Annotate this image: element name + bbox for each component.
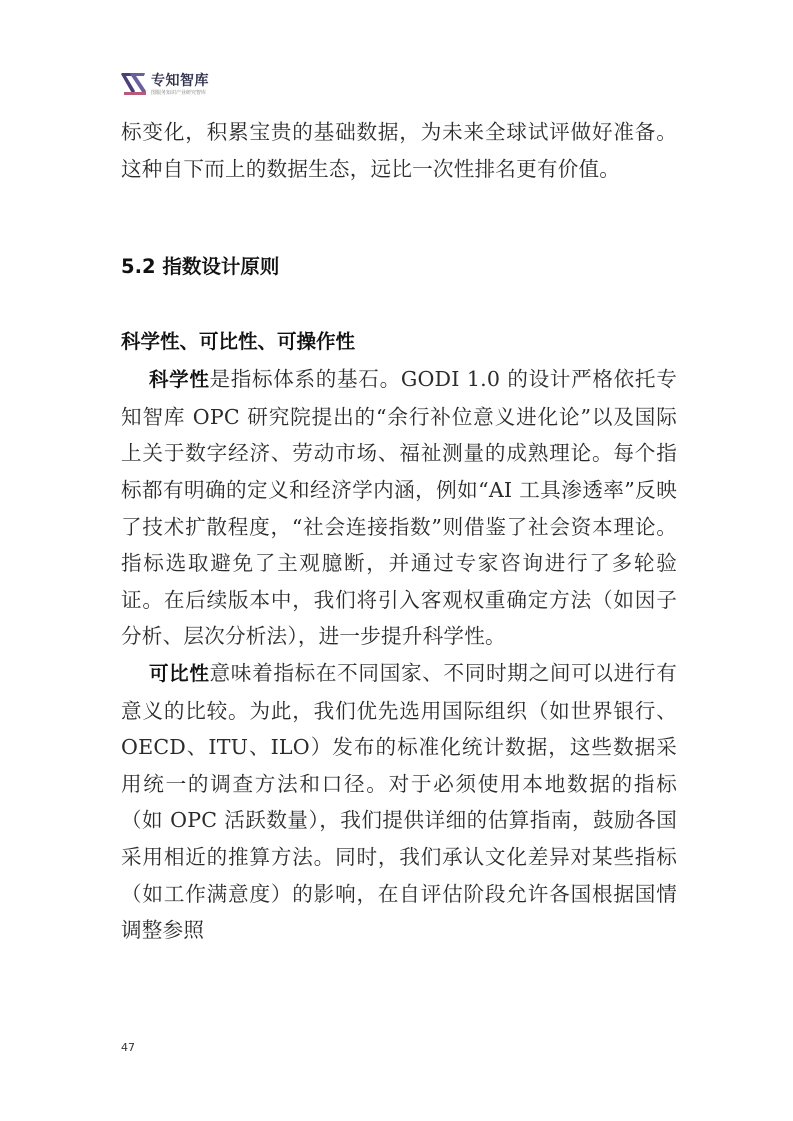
paragraph-comparable	[121, 655, 677, 949]
intro-paragraph: 标变化，积累宝贵的基础数据，为未来全球试评做好准备。这种自下而上的数据生态，远比一次性排名更有价值。	[121, 120, 677, 181]
paragraph-body: 是指标体系的基石。GODI 1.0 的设计严格依托专知智库 OPC 研究院提出的“余行补位意义进化论”以及国际上关于数字经济、劳动市场、福祉测量的成熟理论。每个指标都有明确的定义和经济学内涵，例如“AI 工具渗透率”反映了技术扩散程度，“社会连接指数”则借鉴了社会资本理论。指标选取避免了主观臆断，并通过专家咨询进行了多轮验证。在后续版本中，我们将引入客观权重确定方法（如因子分析、层次分析法），进一步提升科学性。	[121, 367, 677, 649]
paragraph-lead-term: 科学性	[149, 368, 210, 392]
zz-logo-icon	[121, 71, 149, 97]
paragraph-body: 意味着指标在不同国家、不同时期之间可以进行有意义的比较。为此，我们优先选用国际组织（如世界银行、OECD、ITU、ILO）发布的标准化统计数据，这些数据采用统一的调查方法和口径。对于必须使用本地数据的指标（如 OPC 活跃数量），我们提供详细的估算指南，鼓励各国采用相近的推算方法。同时，我们承认文化差异对某些指标（如工作满意度）的影响，在自评估阶段允许各国根据国情调整参照	[121, 660, 677, 943]
page-content	[121, 114, 677, 949]
paragraph-scientific	[121, 361, 677, 655]
subsection-heading: 科学性、可比性、可操作性	[121, 330, 356, 354]
page-number: 47	[121, 1041, 135, 1054]
logo-tagline: 图服务知识产业研究智库	[151, 90, 207, 96]
logo-name: 专知智库	[151, 73, 209, 89]
paragraph-lead-term: 可比性	[149, 661, 210, 685]
section-heading: 5.2 指数设计原则	[121, 255, 280, 279]
